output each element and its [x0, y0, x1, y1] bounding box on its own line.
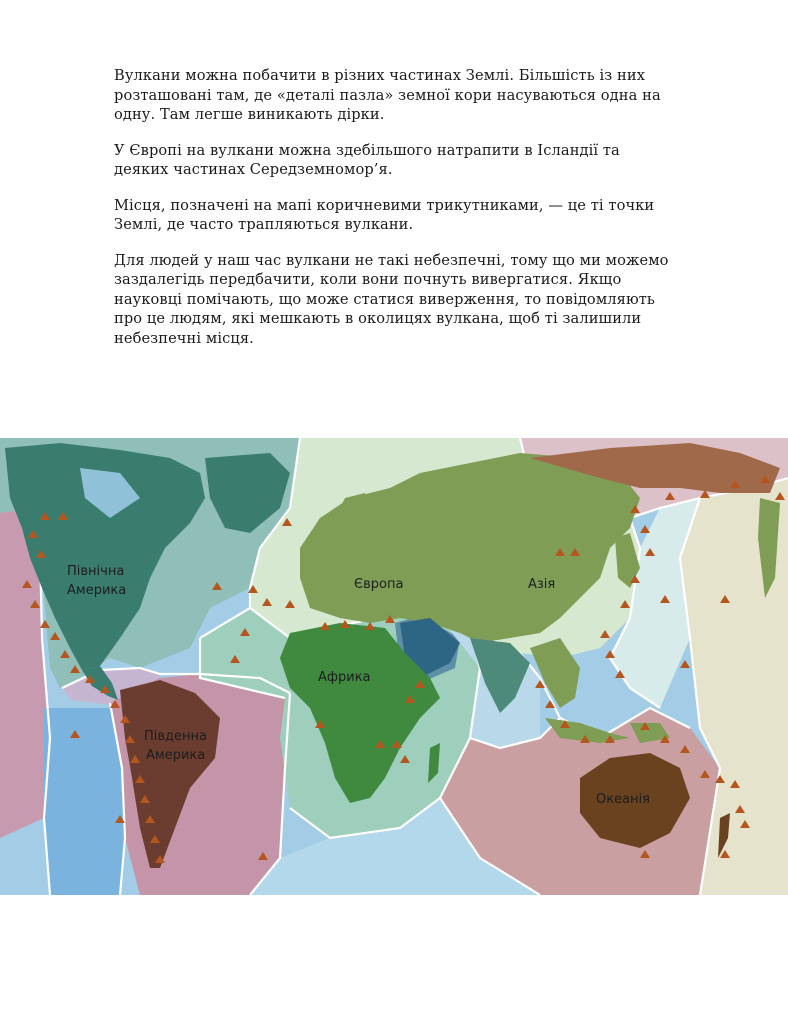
- paragraph-1: Вулкани можна побачити в різних частинах Землі. Більшість із них розташовані там, де «деталі пазла» земної кори насуваються одна на одну. Там легше виникають дірки.: [114, 67, 661, 123]
- paragraph-3: Місця, позначені на мапі коричневими трикутниками, — це ті точки Землі, де часто трапляються вулкани.: [114, 196, 655, 233]
- label-asia: Азія: [528, 577, 556, 592]
- label-africa: Африка: [318, 670, 371, 685]
- label-south-america-line1: Південна: [144, 729, 208, 744]
- label-oceania: Океанія: [596, 792, 650, 807]
- text-block: [114, 66, 674, 364]
- label-north-america-line1: Північна: [67, 564, 125, 579]
- label-south-america-line2: Америка: [146, 748, 206, 763]
- paragraph-2: У Європі на вулкани можна здебільшого натрапити в Ісландії та деяких частинах Середземномор’я.: [114, 141, 620, 178]
- map-svg: [0, 438, 788, 895]
- label-north-america-line2: Америка: [67, 583, 127, 598]
- paragraph-4: Для людей у наш час вулкани не такі небезпечні, тому що ми можемо заздалегідь передбачити, коли вони почнуть вивергатися. Якщо науковці помічають, що може статися виверження, то повідомляють про це людям, які мешкають в околицях вулкана, щоб ті залишили небезпечні місця.: [114, 251, 669, 347]
- label-europe: Європа: [354, 577, 404, 592]
- nazca-plate: [44, 708, 125, 895]
- world-volcano-map: [0, 438, 788, 895]
